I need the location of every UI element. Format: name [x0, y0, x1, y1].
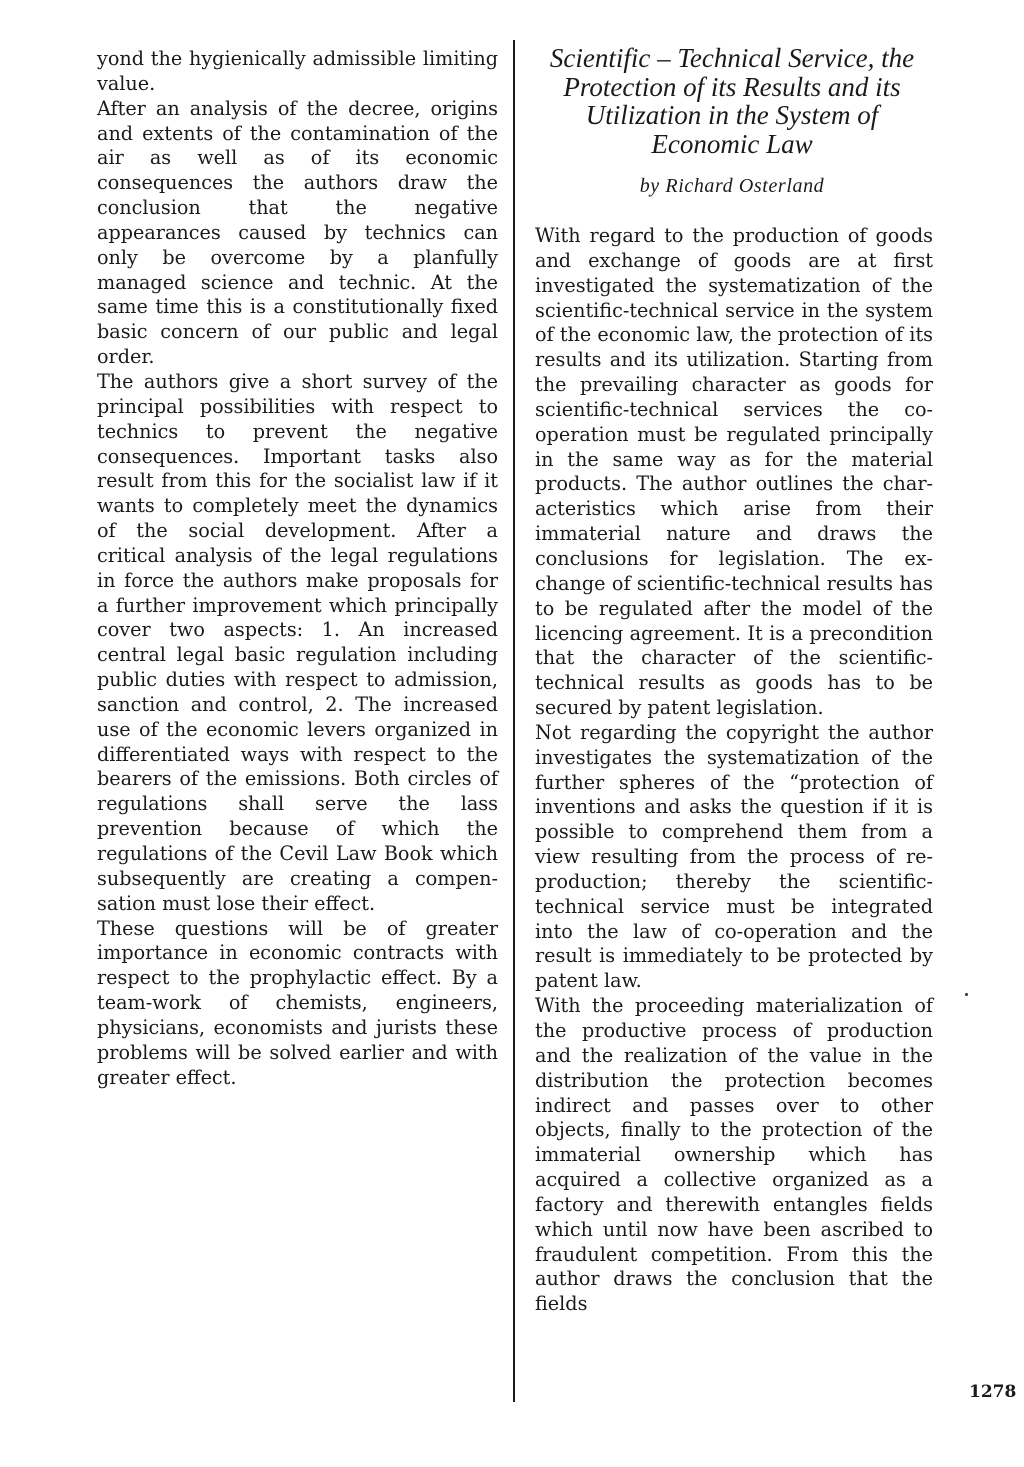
left-paragraph-2: After an analysis of the decree, origins and extents of the contamination of the air as well as of its economic consequences the authors draw the conclusion that the negative appearances caused by technics can only be overcome by a planfully managed science and technic. At the same time this is a constitutionally fixed basic concern of our public and legal order.	[97, 96, 498, 369]
left-paragraph-4: These questions will be of greater importance in economic contracts with respect to the prophylactic effect. By a team-work of chemists, engineers, physicians, economists and jurists these problems will be solved earlier and with greater effect.	[97, 916, 498, 1089]
article-author: by Richard Osterland	[639, 175, 825, 197]
right-paragraph-1: With regard to the production of goods and exchange of goods are at first investigated the systematization of the scientific-technical service in the system of the economic law, the protection of its results and its utilization. Starting from the prevailing character as goods for scientific-technical services the co-operation must be regulated principally in the same way as for the material products. The author outlines the characteristics which arise from their immaterial nature and draws the conclusions for legislation. The exchange of scientific-technical results has to be regulated after the model of the licencing agreement. It is a precondition that the character of the scientific-technical results as goods has to be secured by patent legislation.	[535, 224, 933, 720]
right-paragraph-2: Not regarding the copyright the author investigates the systematization of the further spheres of the “protection of inventions and asks the question if it is possible to comprehend them from a view resulting from the process of reproduction; thereby the scientific-technical service must be integrated into the law of co-operation and the result is immediately to be protected by patent law.	[535, 720, 933, 993]
left-paragraph-3: The authors give a short survey of the principal possibilities with respect to technics to prevent the negative consequences. Important tasks also result from this for the socialist law if it wants to completely meet the dynamics of the social development. After a critical analysis of the legal regulations in force the authors make proposals for a further improvement which principally cover two aspects: 1. An increased central legal basic regulation including public duties with respect to admission, sanction and control, 2. The increased use of the economic levers organized in differentiated ways with respect to the bearers of the emissions. Both circles of regulations shall serve the lass prevention because of which the regulations of the Cevil Law Book which subsequently are creating a compensation must lose their effect.	[97, 369, 498, 915]
left-paragraph-1: yond the hygienically admissible limiting value.	[97, 47, 498, 95]
right-paragraph-3: With the proceeding materialization of the productive process of production and the realization of the value in the distribution the protection becomes indirect and passes over to other objects, finally to the protection of the immaterial ownership which has acquired a collective organized as a factory and therewith entangles fields which until now have been ascribed to fraudulent competition. From this the author draws the conclusion that the fields	[535, 994, 933, 1316]
print-speck	[965, 993, 968, 996]
article-title: Scientific – Technical Service, the Protection of its Results and its Utilization in the System of Economic Law	[549, 43, 915, 159]
right-text-column	[535, 224, 933, 1317]
column-divider	[513, 40, 515, 1402]
left-text-column	[97, 47, 498, 1090]
page-number: 1278	[969, 1382, 1017, 1402]
